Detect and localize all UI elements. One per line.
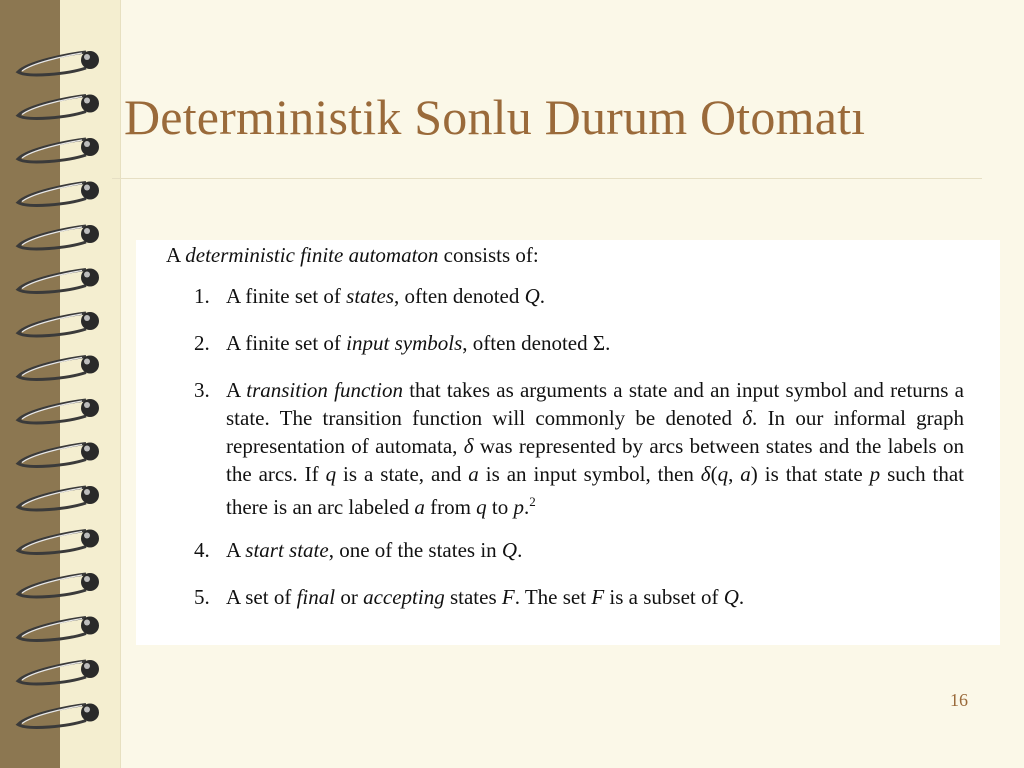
spiral-ring-icon: [18, 182, 99, 206]
spiral-ring-icon: [18, 486, 99, 510]
spiral-ring-icon: [18, 443, 99, 467]
spiral-ring-icon: [18, 356, 99, 380]
item-number: 3.: [194, 378, 210, 402]
item-number: 2.: [194, 331, 210, 355]
list-item: [194, 536, 964, 564]
slide-title: Deterministik Sonlu Durum Otomatı: [124, 89, 866, 145]
spiral-ring-icon: [18, 312, 99, 336]
list-item: [194, 376, 964, 521]
spiral-ring-icon: [18, 399, 99, 423]
item-text: A start state, one of the states in Q.: [226, 538, 523, 562]
intro-tail: consists of:: [438, 243, 539, 267]
definition-image: [136, 240, 1000, 645]
intro-term: deterministic finite automaton: [185, 243, 439, 267]
item-text: A set of final or accepting states F. The set F is a subset of Q.: [226, 585, 745, 609]
intro-article: A: [166, 243, 186, 267]
item-text: A finite set of states, often denoted Q.: [226, 284, 546, 308]
spiral-binding-icon: [8, 40, 108, 740]
item-number: 1.: [194, 284, 210, 308]
title-divider: [112, 178, 982, 179]
spiral-ring-icon: [18, 95, 99, 119]
definition-list: [194, 282, 964, 630]
list-item: [194, 329, 964, 357]
spiral-ring-icon: [18, 269, 99, 293]
spiral-ring-icon: [18, 573, 99, 597]
item-number: 5.: [194, 585, 210, 609]
item-text: A finite set of input symbols, often denoted Σ.: [226, 331, 611, 355]
item-number: 4.: [194, 538, 210, 562]
list-item: [194, 583, 964, 611]
binding-margin-edge: [120, 0, 121, 768]
definition-intro: [166, 243, 539, 268]
spiral-ring-icon: [18, 660, 99, 684]
list-item: [194, 282, 964, 310]
spiral-ring-icon: [18, 530, 99, 554]
spiral-ring-icon: [18, 225, 99, 249]
page-number: 16: [950, 690, 968, 710]
item-text: A transition function that takes as arguments a state and an input symbol and returns a state. The transition function will commonly be denoted δ. In our informal graph representation of automata, δ was represented by arcs between states and the labels on the arcs. If q is a state, and a is an input symbol, then δ(q, a) is that state p such that there is an arc labeled a from q to p.$^2$: [226, 378, 965, 519]
spiral-ring-icon: [18, 138, 99, 162]
spiral-ring-icon: [18, 51, 99, 75]
spiral-ring-icon: [18, 704, 99, 728]
spiral-ring-icon: [18, 617, 99, 641]
